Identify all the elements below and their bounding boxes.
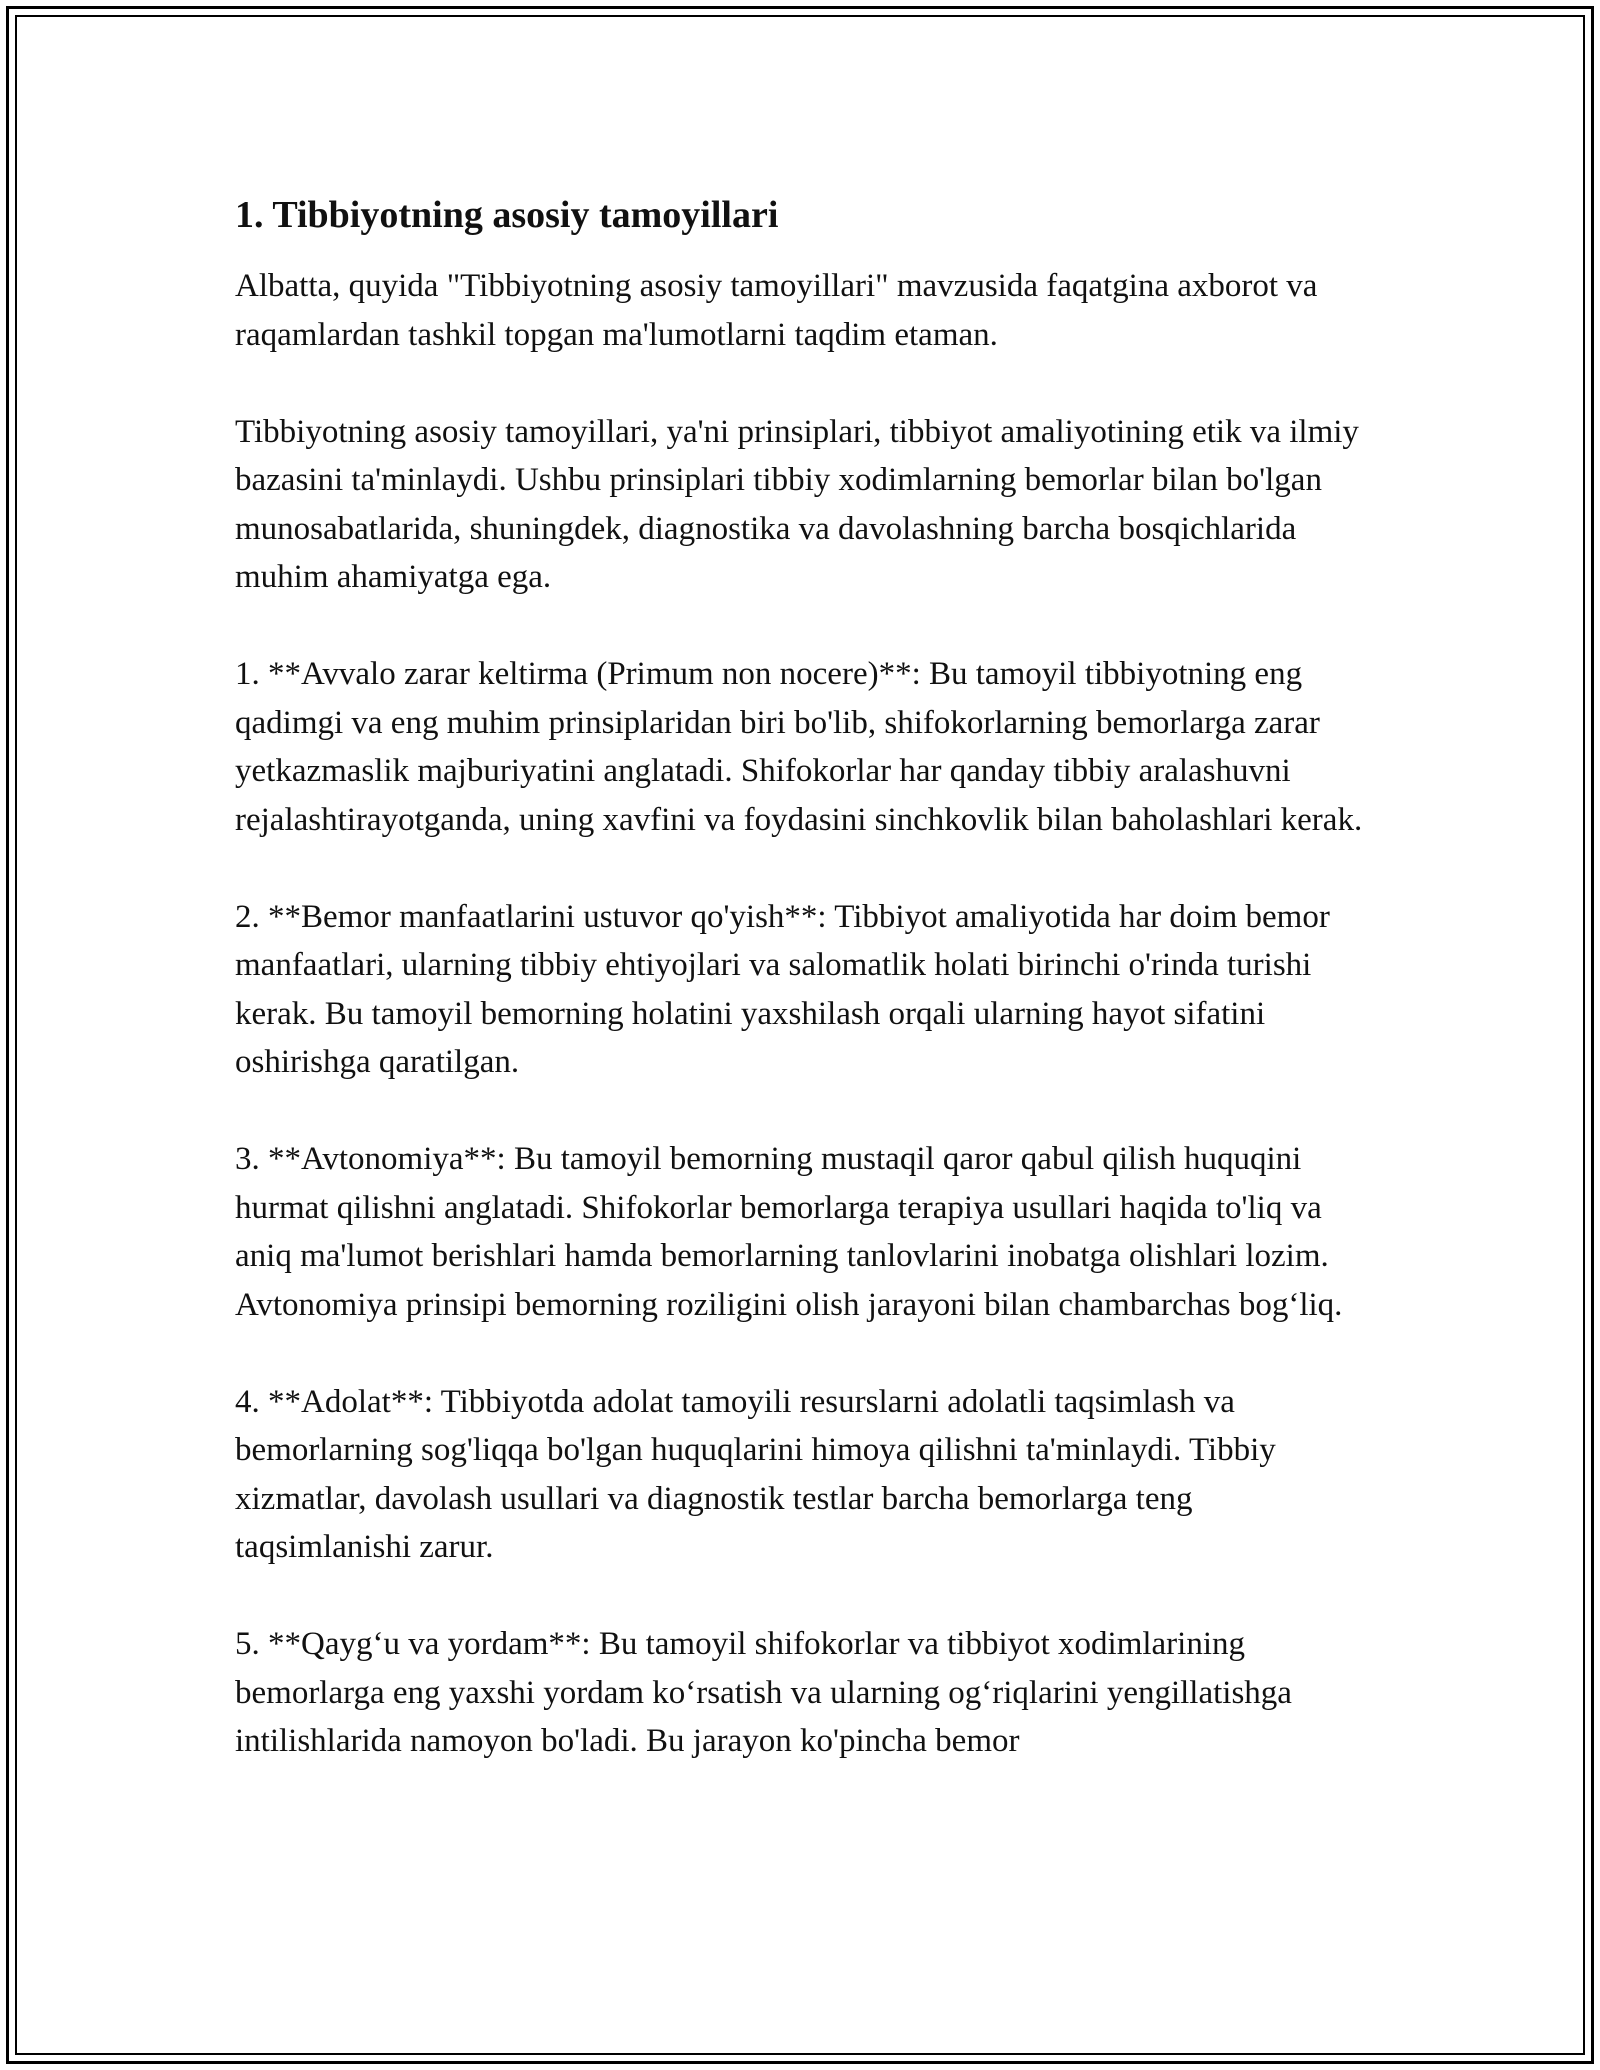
principle-5-paragraph: 5. **Qayg‘u va yordam**: Bu tamoyil shifokorlar va tibbiyot xodimlarining bemorlarga eng yaxshi yordam ko‘rsatish va ularning og‘riqlarini yengillatishga intilishlarida namoyon bo'ladi. Bu jarayon ko'pincha bemor <box>235 1626 1292 1759</box>
intro-paragraph: Albatta, quyida "Tibbiyotning asosiy tamoyillari" mavzusida faqatgina axborot va raqamlardan tashkil topgan ma'lumotlarni taqdim etaman. <box>235 268 1318 353</box>
overview-paragraph: Tibbiyotning asosiy tamoyillari, ya'ni prinsiplari, tibbiyot amaliyotining etik va ilmiy bazasini ta'minlaydi. Ushbu prinsiplari tibbiy xodimlarning bemorlar bilan bo'lgan munosabatlarida, shuningdek, diagnostika va davolashning barcha bosqichlarida muhim ahamiyatga ega. <box>235 413 1359 595</box>
principle-2-paragraph: 2. **Bemor manfaatlarini ustuvor qo'yish**: Tibbiyot amaliyotida har doim bemor manfaatlari, ularning tibbiy ehtiyojlari va salomatlik holati birinchi o'rinda turishi kerak. Bu tamoyil bemorning holatini yaxshilash orqali ularning hayot sifatini oshirishga qaratilgan. <box>235 898 1330 1080</box>
document-title: 1. Tibbiyotning asosiy tamoyillari <box>235 194 779 236</box>
principle-1-paragraph: 1. **Avvalo zarar keltirma (Primum non nocere)**: Bu tamoyil tibbiyotning eng qadimgi va eng muhim prinsiplaridan biri bo'lib, shifokorlarning bemorlarga zarar yetkazmaslik majburiyatini anglatadi. Shifokorlar har qanday tibbiy aralashuvni rejalashtirayotganda, uning xavfini va foydasini sinchkovlik bilan baholashlari kerak. <box>235 656 1363 838</box>
principle-3-paragraph: 3. **Avtonomiya**: Bu tamoyil bemorning mustaqil qaror qabul qilish huquqini hurmat qilishni anglatadi. Shifokorlar bemorlarga terapiya usullari haqida to'liq va aniq ma'lumot berishlari hamda bemorlarning tanlovlarini inobatga olishlari lozim. Avtonomiya prinsipi bemorning roziligini olish jarayoni bilan chambarchas bog‘liq. <box>235 1141 1343 1323</box>
principle-4-paragraph: 4. **Adolat**: Tibbiyotda adolat tamoyili resurslarni adolatli taqsimlash va bemorlarning sog'liqqa bo'lgan huquqlarini himoya qilishni ta'minlaydi. Tibbiy xizmatlar, davolash usullari va diagnostik testlar barcha bemorlarga teng taqsimlanishi zarur. <box>235 1383 1276 1565</box>
document-body <box>235 190 1375 1814</box>
